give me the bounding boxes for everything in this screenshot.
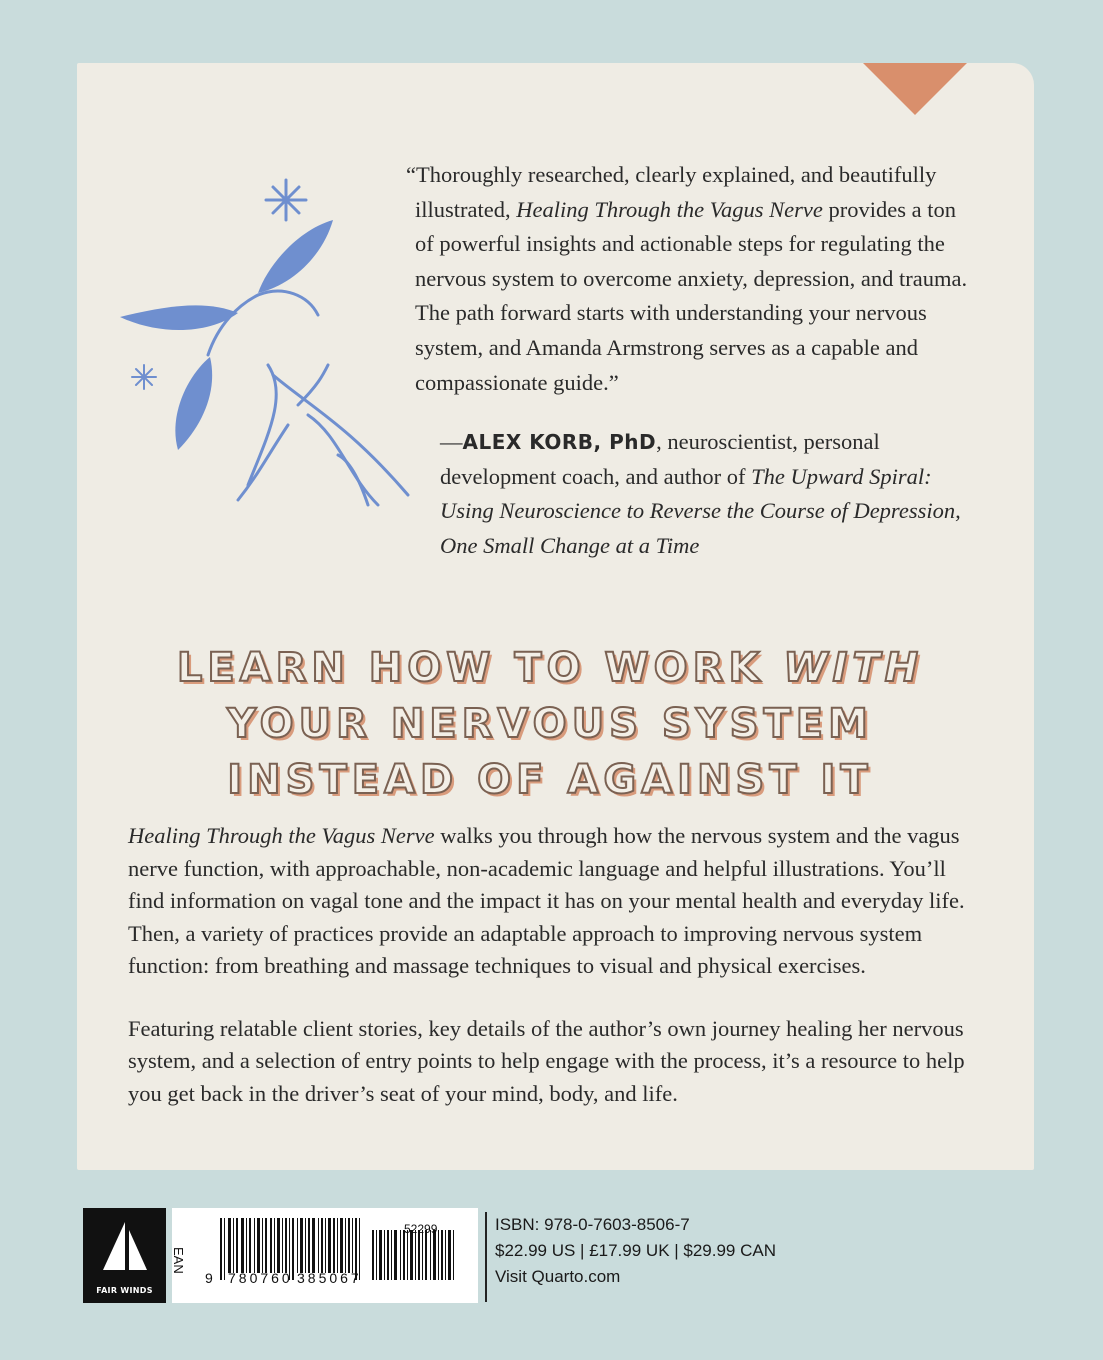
star-icon bbox=[266, 180, 306, 220]
description-book-title: Healing Through the Vagus Nerve bbox=[128, 823, 435, 848]
price: $22.99 US | £17.99 UK | $29.99 CAN bbox=[495, 1241, 777, 1260]
publisher-logo bbox=[83, 1208, 166, 1303]
description-p1-text: walks you through how the nervous system and the vagus nerve function, with approachable, non-academic language and helpful illustrations. You’ll find information on vagal tone and the impact it has on your mental health and everyday life. Then, a variety of practices provide an adaptable approach to improving nervous system function: from breathing and massage techniques to visual and physical exercises. bbox=[128, 823, 965, 978]
endorser-book-title: The Upward Spiral: Using Neuroscience to Reverse the Course of Depression, One Small Change at a Time bbox=[440, 463, 961, 558]
barcode-addon-digits: 52299 bbox=[404, 1222, 438, 1236]
ean-label: EAN bbox=[171, 1247, 186, 1274]
description-paragraph-2: Featuring relatable client stories, key details of the author’s own journey healing her nervous system, and a selection of entry points to help engage with the process, it’s a resource to help you get back in the driver’s seat of your mind, body, and life. bbox=[128, 1015, 965, 1106]
description-paragraph-1 bbox=[128, 820, 978, 983]
quote-book-title: Healing Through the Vagus Nerve bbox=[516, 196, 823, 222]
book-info bbox=[485, 1212, 776, 1302]
barcode-lead-digit: 9 bbox=[205, 1270, 213, 1286]
barcode-left-digits: 780760 bbox=[228, 1270, 293, 1286]
corner-tab bbox=[863, 63, 967, 115]
headline-line1-b: WITH bbox=[783, 645, 924, 691]
attribution-dash: — bbox=[440, 429, 463, 454]
endorsement-quote bbox=[406, 158, 975, 400]
botanical-illustration bbox=[108, 175, 438, 520]
quote-attribution bbox=[440, 425, 980, 563]
headline-line1-a: LEARN HOW TO WORK bbox=[176, 645, 784, 691]
headline-line3: INSTEAD OF AGAINST IT bbox=[227, 757, 873, 803]
star-icon bbox=[132, 365, 156, 389]
quote-text-suffix: provides a ton of powerful insights and actionable steps for regulating the nervous system to overcome anxiety, depression, and trauma. The path forward starts with understanding your nervous system, and Amanda Armstrong serves as a capable and compassionate guide.” bbox=[415, 196, 968, 395]
publisher-website: Visit Quarto.com bbox=[495, 1267, 621, 1286]
endorser-name: ALEX KORB, PhD bbox=[462, 430, 657, 454]
publisher-name: FAIR WINDS bbox=[96, 1286, 153, 1295]
endorser-role: , neuroscientist, personal development coach, and author of bbox=[440, 429, 880, 489]
barcode-right-digits: 385067 bbox=[297, 1270, 362, 1286]
book-description bbox=[128, 820, 978, 1110]
headline-line2: YOUR NERVOUS SYSTEM bbox=[227, 701, 873, 747]
sailboat-icon bbox=[83, 1208, 166, 1288]
isbn: ISBN: 978-0-7603-8506-7 bbox=[495, 1215, 690, 1234]
headline bbox=[130, 640, 970, 808]
quote-text-prefix: “Thoroughly researched, clearly explained, and beautifully illustrated, bbox=[406, 162, 937, 222]
